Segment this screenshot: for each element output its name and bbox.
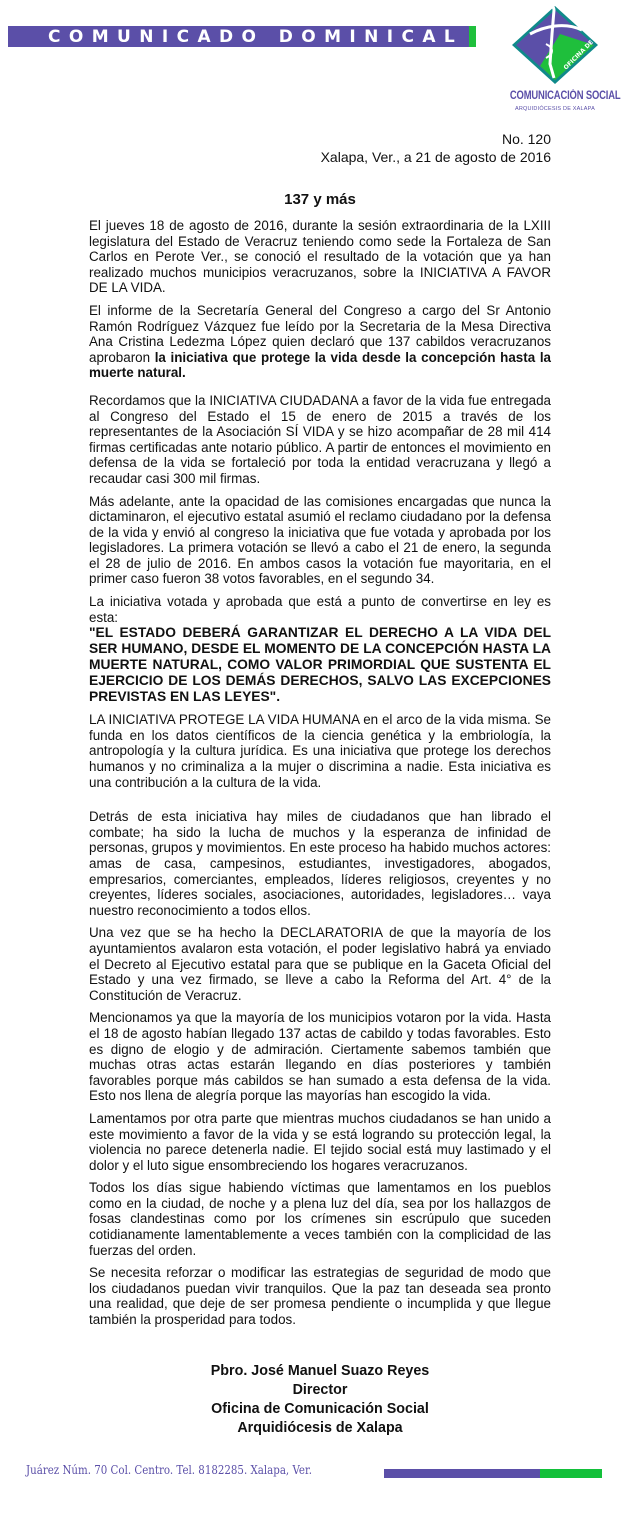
signer-role: Director — [292, 1381, 348, 1398]
signature-block — [0, 1362, 640, 1438]
organization-logo — [500, 4, 621, 116]
paragraph — [89, 303, 551, 381]
banner-title: COMUNICADO DOMINICAL — [48, 27, 464, 47]
signer-diocese: Arquidiócesis de Xalapa — [237, 1419, 403, 1436]
paragraph: Se necesita reforzar o modificar las estrategias de seguridad de modo que los ciudadanos puedan vivir tranquilos. Que la paz tan deseada sea pronto una realidad, que deje de ser promesa pendiente o incumplida y que llegue también la prosperidad para todos. — [89, 1265, 551, 1328]
paragraph: Lamentamos por otra parte que mientras muchos ciudadanos se han unido a este movimiento a favor de la vida y se está logrando su protección legal, la violencia no parece detenerla nadie. El tejido social está muy lastimado y el dolor y el luto sigue ensombreciendo los hogares veracruzanos. — [89, 1110, 551, 1173]
document-body — [89, 218, 551, 1328]
signer-office: Oficina de Comunicación Social — [211, 1400, 429, 1417]
paragraph-text: El informe de la Secretaría General del Congreso a cargo del Sr Antonio Ramón Rodríguez Vázquez fue leído por la Secretaria de la Mesa Directiva Ana Cristina Ledezma López quien declaró que 137 cabildos veracruzanos aprobaron — [89, 302, 551, 365]
footer-bar-accent — [540, 1469, 602, 1478]
logo-name: COMUNICACIÓN SOCIAL — [509, 90, 621, 102]
paragraph: Recordamos que la INICIATIVA CIUDADANA a favor de la vida fue entregada al Congreso del Estado el 15 de enero de 2015 a través de los representantes de la Asociación SÍ VIDA y se hizo acompañar de 28 mil 414 firmas certificadas ante notario público. A partir de entonces el movimiento en defensa de la vida se fortaleció por toda la entidad veracruzana y llegó a recaudar casi 300 mil firmas. — [89, 392, 551, 486]
paragraph: Más adelante, ante la opacidad de las comisiones encargadas que nunca la dictaminaron, el ejecutivo estatal asumió el reclamo ciudadano por la defensa de la vida y envió al congreso la iniciativa que fue votada y aprobada por los legisladores. La primera votación se llevó a cabo el 21 de enero, la segunda el 28 de julio de 2016. En ambos casos la votación fue mayoritaria, en el primer caso fueron 38 votos favorables, en el segundo 34. — [89, 493, 551, 587]
paragraph: Detrás de esta iniciativa hay miles de ciudadanos que han librado el combate; ha sido la lucha de muchos y la esperanza de infinidad de personas, grupos y movimientos. En este proceso ha habido muchos actores: amas de casa, campesinos, estudiantes, investigadores, abogados, empresarios, comerciantes, empleados, líderes religiosos, creyentes y no creyentes, líderes sociales, asociaciones, autoridades, legisladores… vaya nuestro reconocimiento a todos ellos. — [89, 809, 551, 918]
page-header — [0, 0, 640, 190]
banner-accent — [469, 26, 476, 47]
emblem-text: OFICINA DE — [562, 38, 595, 72]
paragraph: LA INICIATIVA PROTEGE LA VIDA HUMANA en el arco de la vida misma. Se funda en los datos científicos de la ciencia genética y la embriología, la antropología y la cultura jurídica. Es una iniciativa que protege los derechos humanos y no criminaliza a la mujer o discrimina a nadie. Esta iniciativa es una contribución a la cultura de la vida. — [89, 712, 551, 790]
paragraph: Una vez que se ha hecho la DECLARATORIA de que la mayoría de los ayuntamientos avalaron esta votación, el poder legislativo habrá ya enviado el Decreto al Ejecutivo estatal para que se publique en la Gaceta Oficial del Estado y una vez firmado, se lleve a cabo la Reforma del Art. 4° de la Constitución de Veracruz. — [89, 925, 551, 1003]
footer-address: Juárez Núm. 70 Col. Centro. Tel. 8182285. Xalapa, Ver. — [26, 1461, 313, 1477]
paragraph-text: La iniciativa votada y aprobada que está a punto de convertirse en ley es esta: — [89, 594, 551, 625]
signer-name: Pbro. José Manuel Suazo Reyes — [210, 1362, 430, 1379]
document-title: 137 y más — [284, 191, 356, 208]
law-quote: "EL ESTADO DEBERÁ GARANTIZAR EL DERECHO A LA VIDA DEL SER HUMANO, DESDE EL MOMENTO DE LA CONCEPCIÓN HASTA LA MUERTE NATURAL, COMO VALOR PRIMORDIAL QUE SUSTENTA EL EJERCICIO DE LOS DEMÁS DERECHOS, SALVO LAS EXCEPCIONES PREVISTAS EN LAS LEYES". — [89, 625, 551, 705]
paragraph: El jueves 18 de agosto de 2016, durante la sesión extraordinaria de la LXIII legislatura del Estado de Veracruz teniendo como sede la Fortaleza de San Carlos en Perote Ver., se conoció el resultado de la votación que ya han realizado muchos municipios veracruzanos, sobre la INICIATIVA A FAVOR DE LA VIDA. — [89, 218, 551, 296]
footer-bar — [384, 1469, 602, 1478]
place-date: Xalapa, Ver., a 21 de agosto de 2016 — [320, 149, 551, 165]
paragraph: Mencionamos ya que la mayoría de los municipios votaron por la vida. Hasta el 18 de agosto habían llegado 137 actas de cabildo y todas favorables. Esto es digno de elogio y de admiración. Ciertamente sabemos también que muchas otras actas estarán llegando en días posteriores y también favorables porque más cabildos se han sumado a esta defensa de la vida. Esto nos llena de alegría porque las mayorías han escogido la vida. — [89, 1010, 551, 1104]
paragraph — [89, 594, 551, 705]
page-footer — [0, 1462, 640, 1522]
diamond-emblem-icon — [510, 4, 600, 86]
document-number: No. 120 — [501, 131, 551, 147]
logo-subtitle: ARQUIDIÓCESIS DE XALAPA — [515, 106, 595, 112]
paragraph-emphasis: la iniciativa que protege la vida desde la concepción hasta la muerte natural. — [89, 349, 551, 381]
document-meta — [321, 130, 551, 166]
header-banner — [8, 26, 476, 47]
paragraph: Todos los días sigue habiendo víctimas que lamentamos en los pueblos como en la ciudad, de noche y a plena luz del día, sea por los hallazgos de fosas clandestinas como por los crímenes sin escrúpulo que suceden cotidianamente lamentablemente a veces también con la complicidad de las fuerzas del orden. — [89, 1180, 551, 1258]
